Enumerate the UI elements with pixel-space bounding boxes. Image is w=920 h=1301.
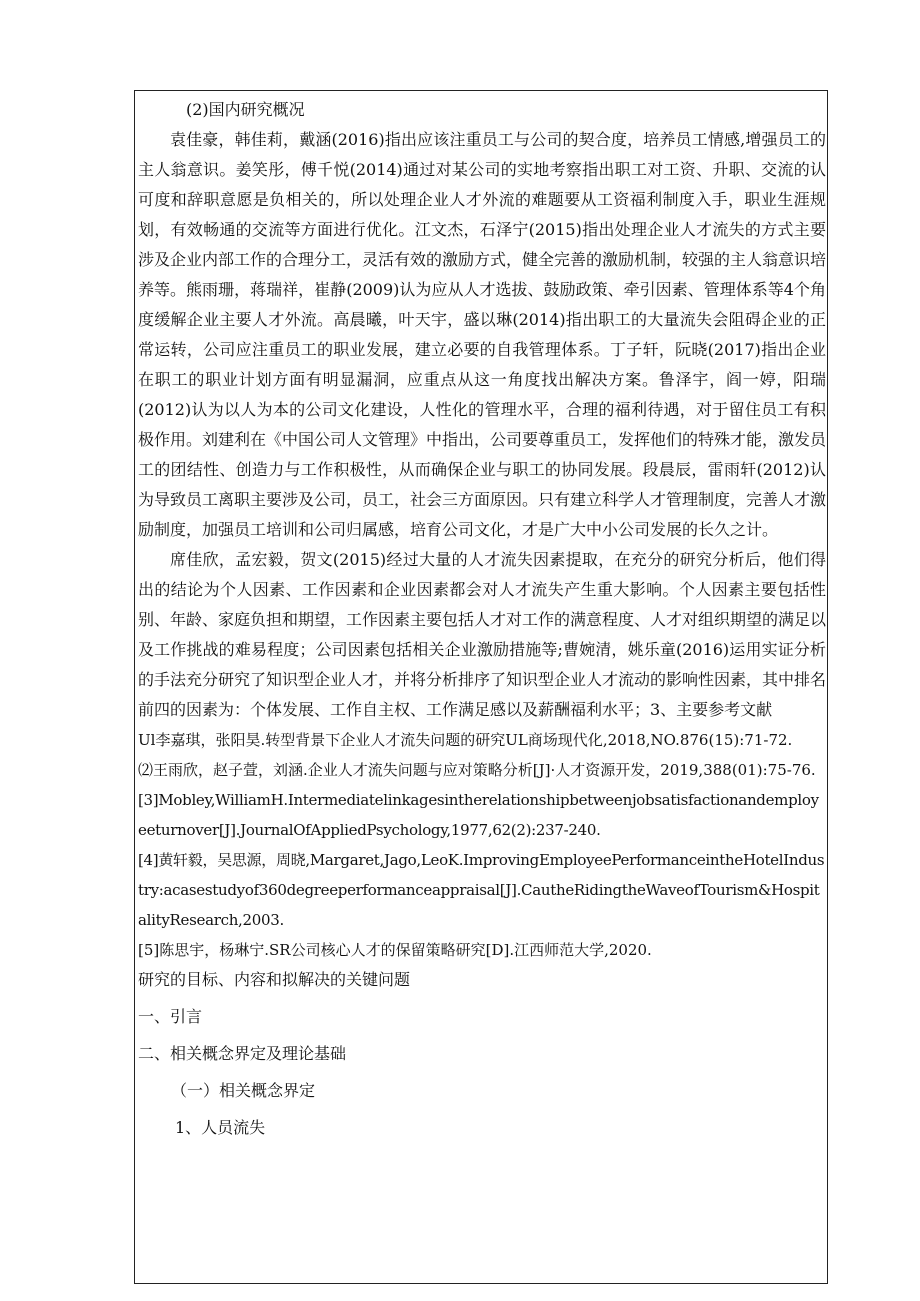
outline-item-2-1-1: 1、人员流失 — [175, 1118, 266, 1137]
reference-4: [4]黄轩毅，吴思源，周晓,Margaret,Jago,LeoK.ImprovingEmployeePerformanceintheHotelIndustry:acasestudyof360degreeperformanceappraisal[J].CautheRidingtheWaveofTourism&HospitalityResearch,2003. — [138, 851, 825, 929]
outline-item-1: 一、引言 — [138, 1007, 203, 1026]
outline-item-2: 二、相关概念界定及理论基础 — [138, 1044, 347, 1063]
reference-3: [3]Mobley,WilliamH.Intermediatelinkagesintherelationshipbetweenjobsatisfactionandemployeeturnover[J].JournalOfAppliedPsychology,1977,62(2):237-240. — [138, 791, 819, 839]
body-paragraph-2: 席佳欣，孟宏毅，贺文(2015)经过大量的人才流失因素提取，在充分的研究分析后，他们得出的结论为个人因素、工作因素和企业因素都会对人才流失产生重大影响。个人因素主要包括性别、年龄、家庭负担和期望，工作因素主要包括人才对工作的满意程度、人才对组织期望的满足以及工作挑战的难易程度；公司因素包括相关企业激励措施等;曹婉清，姚乐童(2016)运用实证分析的手法充分研究了知识型企业人才，并将分析排序了知识型企业人才流动的影响性因素，其中排名前四的因素为：个体发展、工作自主权、工作满足感以及薪酬福利水平；3、主要参考文献 — [138, 550, 827, 719]
research-heading: 研究的目标、内容和拟解决的关键问题 — [138, 970, 411, 989]
outline-item-2-1: （一）相关概念界定 — [171, 1081, 316, 1100]
document-body — [138, 95, 826, 1143]
reference-1: Ul李嘉琪，张阳昊.转型背景下企业人才流失问题的研究UL商场现代化,2018,NO.876(15):71-72. — [138, 731, 793, 749]
section-title: (2)国内研究概况 — [186, 100, 305, 119]
reference-5: [5]陈思宇，杨琳宁.SR公司核心人才的保留策略研究[D].江西师范大学,2020. — [138, 941, 652, 959]
body-paragraph-1: 袁佳豪，韩佳莉，戴涵(2016)指出应该注重员工与公司的契合度，培养员工情感,增强员工的主人翁意识。姜笑彤，傅千悦(2014)通过对某公司的实地考察指出职工对工资、升职、交流的认可度和辞职意愿是负相关的，所以处理企业人才外流的难题要从工资福利制度入手，职业生涯规划，有效畅通的交流等方面进行优化。江文杰，石泽宁(2015)指出处理企业人才流失的方式主要涉及企业内部工作的合理分工，灵活有效的激励方式，健全完善的激励机制，较强的主人翁意识培养等。熊雨珊，蒋瑞祥，崔静(2009)认为应从人才选拔、鼓励政策、牵引因素、管理体系等4个角度缓解企业主要人才外流。高晨曦，叶天宇，盛以琳(2014)指出职工的大量流失会阻碍企业的正常运转，公司应注重员工的职业发展，建立必要的自我管理体系。丁子轩，阮晓(2017)指出企业在职工的职业计划方面有明显漏洞，应重点从这一角度找出解决方案。鲁泽宇，阎一婷，阳瑞(2012)认为以人为本的公司文化建设，人性化的管理水平，合理的福利待遇，对于留住员工有积极作用。刘建利在《中国公司人文管理》中指出，公司要尊重员工，发挥他们的特殊才能，激发员工的团结性、创造力与工作积极性，从而确保企业与职工的协同发展。段晨辰，雷雨轩(2012)认为导致员工离职主要涉及公司，员工，社会三方面原因。只有建立科学人才管理制度，完善人才激励制度，加强员工培训和公司归属感，培育公司文化，才是广大中小公司发展的长久之计。 — [138, 130, 827, 539]
reference-2: ⑵王雨欣，赵子萱，刘涵.企业人才流失问题与应对策略分析[J]·人才资源开发，2019,388(01):75-76. — [138, 761, 816, 779]
